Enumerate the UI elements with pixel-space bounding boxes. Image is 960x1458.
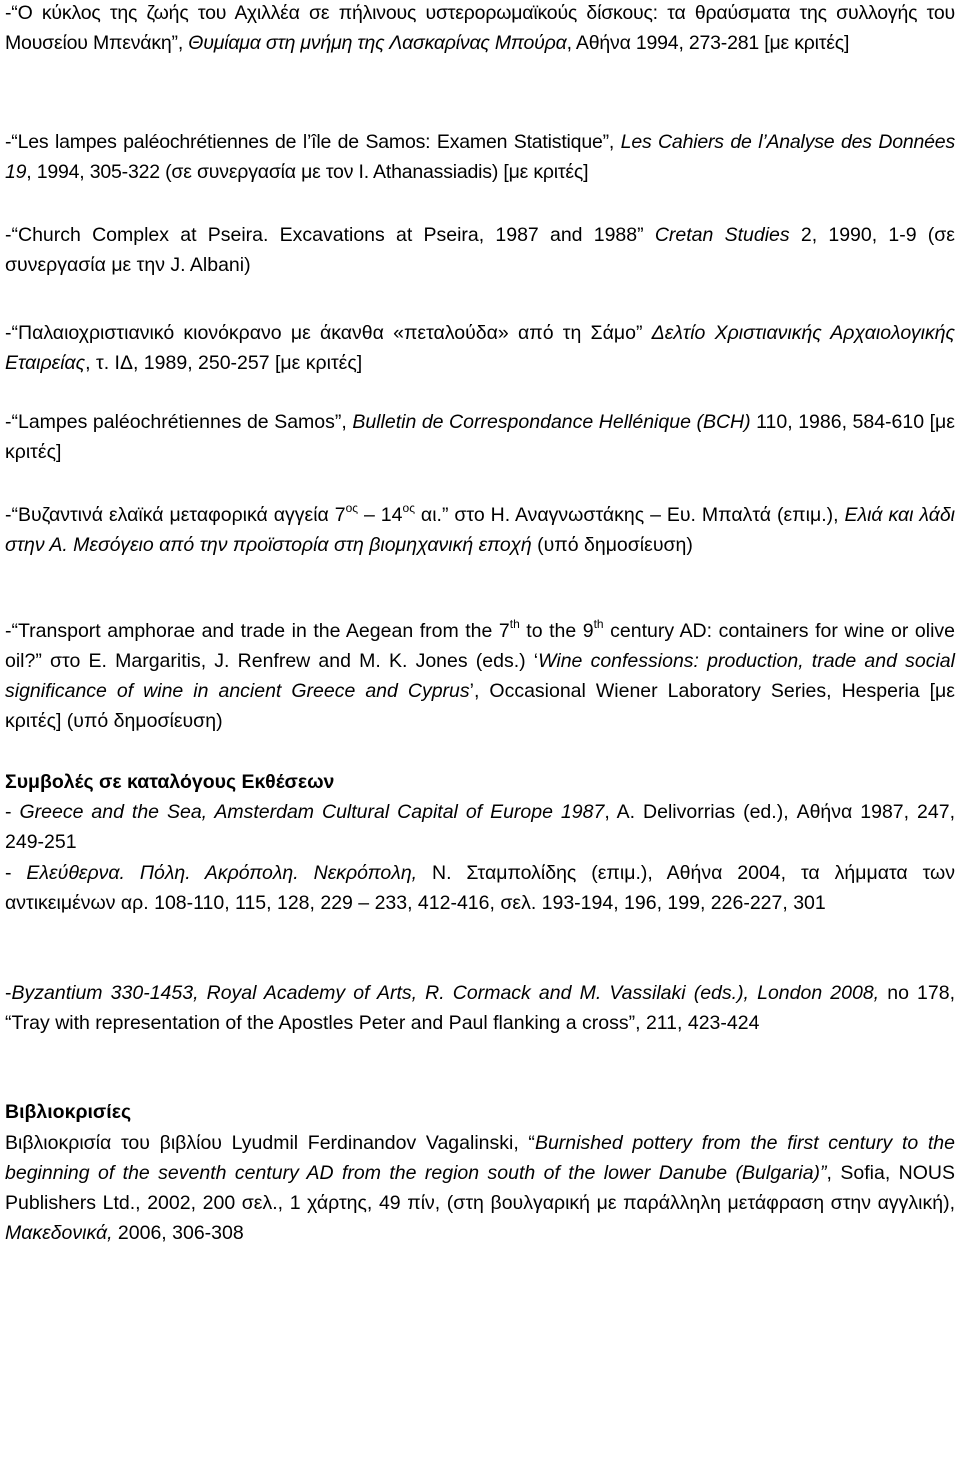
superscript-text: ος [345,501,359,515]
entry-text: , τ. ΙΔ, 1989, 250-257 [με κριτές] [85,352,363,374]
entry-text: to the 9 [519,620,594,642]
entry-bch [5,407,955,467]
reviews-heading: Βιβλιοκρισίες [5,1101,132,1123]
entry-text: - [5,862,27,884]
entry-text: century AD: containers for wine or olive oil?” στο E. Margaritis, J. Renfrew and M. K. Jones (eds.) ‘ [5,620,956,672]
entry-text: - [5,982,12,1004]
italic-text: Wine confessions: production, trade and social significance of wine in ancient Greece and Cyprus [5,650,955,702]
entry-text: -“Ο κύκλος της ζωής του Αχιλλέα σε πήλινους υστερορωμαϊκούς δίσκους: τα θραύσματα της συλλογής του Μουσείου Μπενάκη”, [5,2,955,54]
entry-text: - [5,801,20,823]
catalogues-heading: Συμβολές σε καταλόγους Εκθέσεων [5,771,335,793]
entry-text: -“Church Complex at Pseira. Excavations at Pseira, 1987 and 1988” [5,224,655,246]
entry-text: -“Lampes paléochrétiennes de Samos”, [5,411,353,433]
entry-text: , A. Delivorrias (ed.), Αθήνα 1987, 247, 249-251 [5,801,955,853]
entry-text: -“Παλαιοχριστιανικό κιονόκρανο με άκανθα «πεταλούδα» από τη Σάμο” [5,322,652,344]
entry-amphorae [5,616,955,736]
italic-text: Ελεύθερνα. Πόλη. Ακρόπολη. Νεκρόπολη, [26,862,418,884]
entry-text: 2, 1990, 1-9 (σε συνεργασία με την J. Albani) [5,224,955,276]
entry-text: (υπό δημοσίευση) [531,534,693,556]
entry-text: no 178, “Tray with representation of the Apostles Peter and Paul flanking a cross”, 211, 423-424 [5,982,956,1034]
entry-byzantine-vessels [5,500,955,560]
entry-samos-lampes [5,127,955,187]
superscript-text: th [509,617,520,631]
italic-text: Δελτίο Χριστιανικής Αρχαιολογικής Εταιρείας [5,322,956,374]
entry-kionokrano [5,318,955,378]
entry-text: 110, 1986, 584-610 [με κριτές] [5,411,955,463]
italic-text: Cretan Studies [654,224,790,246]
entry-text: -“Transport amphorae and trade in the Aegean from the 7 [5,620,510,642]
italic-text: Μακεδονικά, [5,1222,113,1244]
italic-text: Byzantium 330-1453, Royal Academy of Arts, R. Cormack and M. Vassilaki (eds.), London 2008, [11,982,880,1004]
entry-byzantium [5,978,955,1038]
entry-pseira [5,220,955,280]
entry-text: , Sofia, NOUS Publishers Ltd., 2002, 200 σελ., 1 χάρτης, 49 πίν, (στη βουλγαρική με παράλληλη μετάφραση στην αγγλική), [5,1162,955,1214]
italic-text: Burnished pottery from the first century to the beginning of the seventh century AD from the region south of the lower Danube (Bulgaria)” [5,1132,955,1184]
italic-text: Θυμίαμα στη μνήμη της Λασκαρίνας Μπούρα [188,32,567,54]
superscript-text: th [593,617,604,631]
superscript-text: ος [402,501,415,515]
entry-text: -“Βυζαντινά ελαϊκά μεταφορικά αγγεία 7 [5,504,346,526]
italic-text: Bulletin de Correspondance Hellénique (BCH) [352,411,751,433]
entry-achilles [5,0,955,58]
italic-text: Les Cahiers de l’Analyse des Données 19 [5,131,955,183]
entry-text: 2006, 306-308 [112,1222,244,1244]
entry-text: Ν. Σταμπολίδης (επιμ.), Αθήνα 2004, τα λήμματα των αντικειμένων αρ. 108-110, 115, 128, 229 – 233, 412-416, σελ. 193-194, 196, 199, 226-227, 301 [5,862,955,914]
entry-text: Βιβλιοκρισία του βιβλίου Lyudmil Ferdinandov Vagalinski, “ [5,1132,535,1154]
entry-eleutherna [5,858,955,918]
entry-text: – 14 [358,504,403,526]
entry-text: , Αθήνα 1994, 273-281 [με κριτές] [566,32,850,54]
entry-vagalinski [5,1128,955,1248]
italic-text: Ελιά και λάδι στην Α. Μεσόγειο από την προϊστορία στη βιομηχανική εποχή [5,504,956,556]
italic-text: Greece and the Sea, Amsterdam Cultural Capital of Europe 1987 [19,801,605,823]
entry-greece-sea [5,797,955,857]
entry-text: , 1994, 305-322 (σε συνεργασία με τον I. Athanassiadis) [με κριτές] [26,161,589,183]
entry-text: ’, Occasional Wiener Laboratory Series, Hesperia [με κριτές] (υπό δημοσίευση) [5,680,955,732]
entry-text: -“Les lampes paléochrétiennes de l’île de Samos: Examen Statistique”, [5,131,621,153]
entry-text: αι.” στο Η. Αναγνωστάκης – Ευ. Μπαλτά (επιμ.), [414,504,845,526]
